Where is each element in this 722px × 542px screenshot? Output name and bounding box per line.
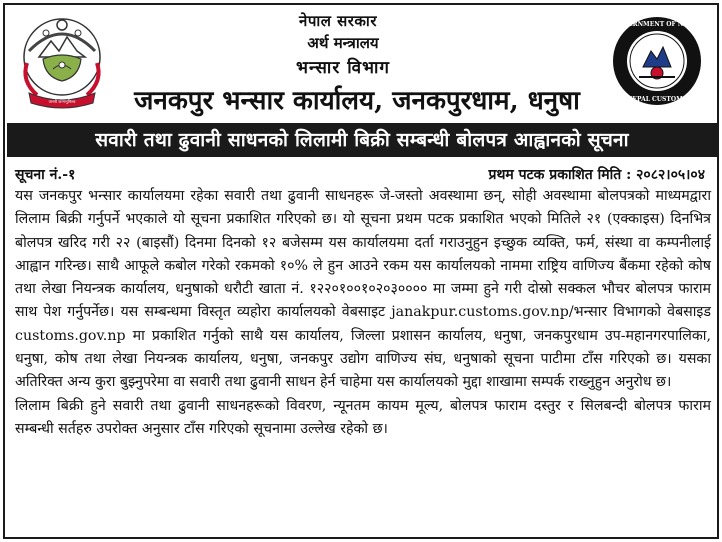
notice-frame — [3, 3, 719, 539]
office-name: जनकपुर भन्सार कार्यालय, जनकपुरधाम, धनुषा — [134, 86, 580, 116]
notice-number: सूचना नं.-१ — [15, 167, 76, 183]
notice-header — [5, 5, 721, 117]
notice-body — [15, 185, 711, 441]
seal-text-bottom: NEPAL CUSTOMS — [626, 96, 688, 103]
notice-paragraph-1: यस जनकपुर भन्सार कार्यालयमा रहेका सवारी तथा ढुवानी साधनहरू जे-जस्तो अवस्थामा छन्, सोही अवस्थामा बोलपत्रको माध्यमद्वारा लिलाम बिक्री गर्नुपर्ने भएकाले यो सूचना प्रकाशित गरिएको छ। यो सूचना प्रथम पटक प्रकाशित भएको मितिले २१ (एक्काइस) दिनभित्र बोलपत्र खरिद गरी २२ (बाइसौं) दिनमा दिनको १२ बजेसम्म यस कार्यालयमा दर्ता गराउनुहुन इच्छुक व्यक्ति, फर्म, संस्था वा कम्पनीलाई आह्वान गरिन्छ। साथै आफूले कबोल गरेको रकमको १०% ले हुन आउने रकम यस कार्यालयको नाममा राष्ट्रिय वाणिज्य बैंकमा रहेको कोष तथा लेखा नियन्त्रक कार्यालय, धनुषाको धरौटी खाता नं. १२२०१००१०२०३०००० मा जम्मा हुने गरी दोस्रो सक्कल भौचर बोलपत्र फाराम साथ पेश गर्नुपर्नेछ। यस सम्बन्धमा विस्तृत व्यहोरा कार्यालयको वेबसाइट janakpur.customs.gov.np/भन्सार विभागको वेबसाइड customs.gov.np मा प्रकाशित गर्नुको साथै यस कार्यालय, जिल्ला प्रशासन कार्यालय, धनुषा, जनकपुरधाम उप-महानगरपालिका, धनुषा, कोष तथा लेखा नियन्त्रक कार्यालय, धनुषा, जनकपुर उद्योग वाणिज्य संघ, धनुषाको सूचना पाटीमा टाँस गरिएको छ। यसका अतिरिक्त अन्य कुरा बुझ्नुपरेमा वा सवारी तथा ढुवानी साधन हेर्न चाहेमा यस कार्यालयको मुद्दा शाखामा सम्पर्क राख्नुहुन अनुरोध छ। — [15, 188, 711, 391]
published-date: प्रथम पटक प्रकाशित मिति : २०८२।०५।०४ — [488, 167, 705, 183]
department-name: भन्सार विभाग — [296, 58, 390, 78]
emblem-motto: जननी जन्मभूमिश्च — [48, 99, 76, 104]
notice-paragraph-2: लिलाम बिक्री हुने सवारी तथा ढुवानी साधनहरूको विवरण, न्यूनतम कायम मूल्य, बोलपत्र फाराम दस्तुर र सिलबन्दी बोलपत्र फाराम सम्बन्धी सर्तहरु उपरोक्त अनुसार टाँस गरिएको सूचनामा उल्लेख रहेको छ। — [15, 397, 711, 437]
ministry-name: अर्थ मन्त्रालय — [307, 34, 379, 52]
nepal-customs-seal-icon — [611, 15, 703, 107]
notice-title-banner: सवारी तथा ढुवानी साधनको लिलामी बिक्री सम्बन्धी बोलपत्र आह्वानको सूचना — [7, 123, 717, 157]
govt-name: नेपाल सरकार — [299, 12, 377, 30]
seal-text-top: GOVERNMENT OF NEPAL — [613, 21, 701, 28]
